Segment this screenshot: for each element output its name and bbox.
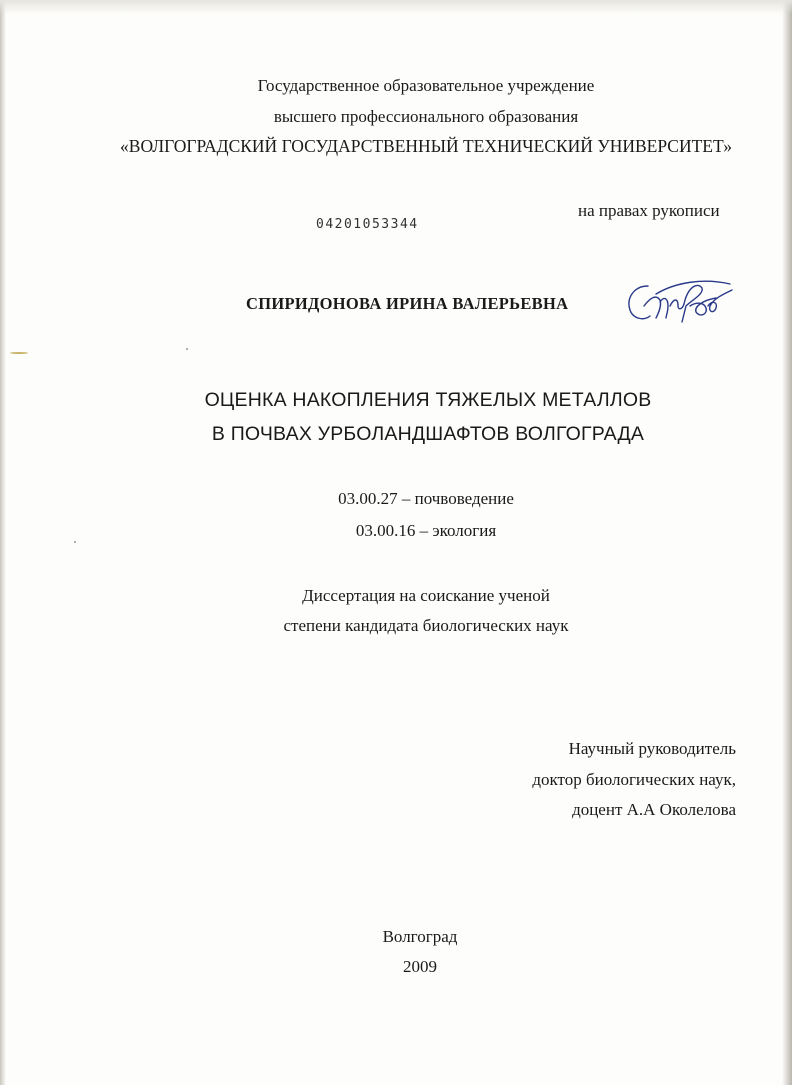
dissertation-title-line-1: ОЦЕНКА НАКОПЛЕНИЯ ТЯЖЕЛЫХ МЕТАЛЛОВ (204, 389, 652, 411)
advisor-degree: доктор биологических наук, (532, 770, 736, 789)
archive-code: 04201053344 (316, 217, 419, 232)
year: 2009 (403, 957, 437, 976)
institution-line-1: Государственное образовательное учреждение (257, 76, 595, 95)
scan-edge-left (0, 0, 6, 1085)
advisor-name: доцент А.А Околелова (572, 800, 736, 819)
specialty-soil-science: 03.00.27 – почвоведение (338, 489, 514, 508)
institution-line-2: высшего профессионального образования (273, 107, 579, 126)
author-signature (620, 276, 738, 332)
scan-speck (74, 541, 76, 543)
scan-edge-right (782, 0, 792, 1085)
advisor-label: Научный руководитель (568, 739, 736, 758)
dissertation-type-line-2: степени кандидата биологических наук (283, 616, 569, 635)
dissertation-type-line-1: Диссертация на соискание ученой (302, 586, 550, 605)
author-name: СПИРИДОНОВА ИРИНА ВАЛЕРЬЕВНА (246, 294, 569, 313)
manuscript-note: на правах рукописи (578, 201, 720, 220)
scan-edge-top (0, 0, 792, 14)
city: Волгоград (382, 927, 458, 946)
dissertation-title-line-2: В ПОЧВАХ УРБОЛАНДШАФТОВ ВОЛГОГРАДА (211, 423, 645, 445)
institution-name: «ВОЛГОГРАДСКИЙ ГОСУДАРСТВЕННЫЙ ТЕХНИЧЕСКИЙ УНИВЕРСИТЕТ» (120, 136, 732, 156)
specialty-ecology: 03.00.16 – экология (355, 521, 497, 540)
scan-speck (10, 352, 28, 354)
scan-speck (186, 348, 188, 350)
